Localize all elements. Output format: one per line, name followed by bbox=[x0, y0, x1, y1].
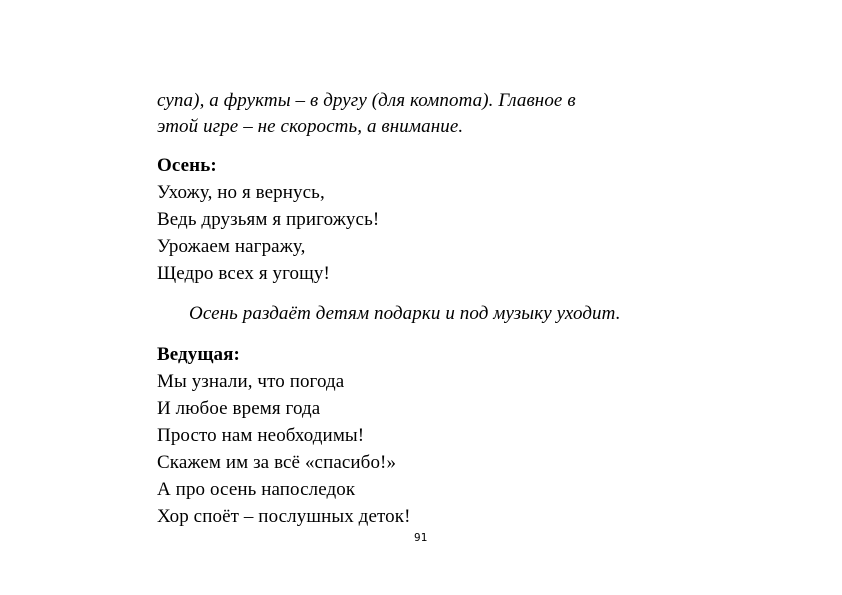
stage-direction: Осень раздаёт детям подарки и под музыку уходит. bbox=[189, 303, 621, 324]
autumn-verse-line: Ведь друзьям я пригожусь! bbox=[157, 209, 380, 230]
autumn-verse-line: Ухожу, но я вернусь, bbox=[157, 182, 325, 203]
host-verse-line: Хор споёт – послушных деток! bbox=[157, 506, 411, 527]
speaker-autumn: Осень: bbox=[157, 155, 217, 176]
host-verse-line: А про осень напоследок bbox=[157, 479, 356, 500]
speaker-host: Ведущая: bbox=[157, 344, 240, 365]
host-verse-line: Скажем им за всё «спасибо!» bbox=[157, 452, 397, 473]
host-verse-line: Мы узнали, что погода bbox=[157, 371, 345, 392]
host-verse-line: И любое время года bbox=[157, 398, 321, 419]
autumn-verse-line: Щедро всех я угощу! bbox=[157, 263, 330, 284]
page-number: 91 bbox=[414, 531, 428, 544]
intro-line-2: этой игре – не скорость, а внимание. bbox=[157, 116, 464, 137]
host-verse-line: Просто нам необходимы! bbox=[157, 425, 365, 446]
autumn-verse-line: Урожаем награжу, bbox=[157, 236, 306, 257]
intro-line-1: супа), а фрукты – в другу (для компота). Главное в bbox=[157, 90, 576, 111]
